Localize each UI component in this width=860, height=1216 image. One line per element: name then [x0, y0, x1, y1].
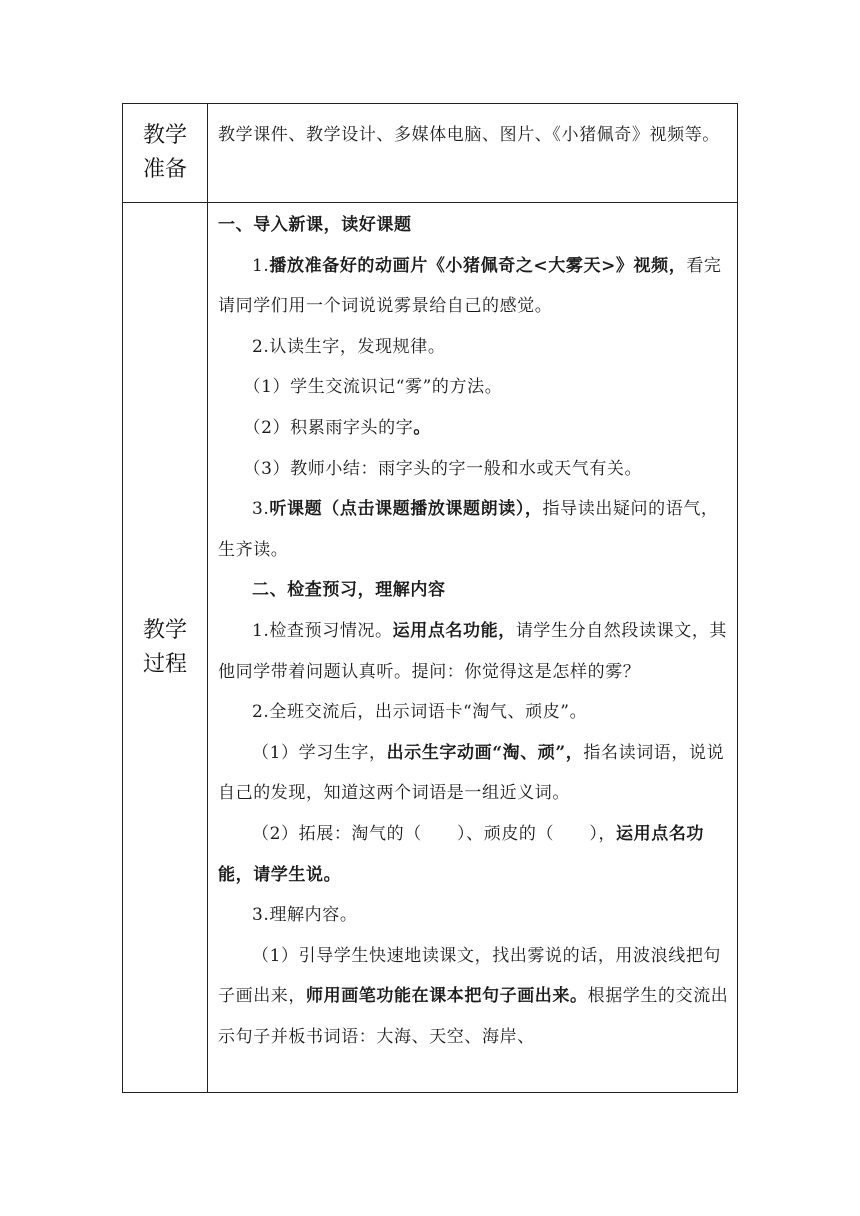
text-run: 看完请同学们用一个词说说雾景给自己的感觉。: [218, 255, 722, 317]
section-heading-2: 二、检查预习，理解内容: [252, 580, 446, 601]
text-run: 1.检查预习情况。: [252, 620, 393, 641]
teaching-preparation-row: [123, 104, 738, 203]
text-run: 根据学生的交流出示句子并板书词语：大海、天空、海岸、: [218, 986, 729, 1047]
text-run: 指导读出疑问的语气，生齐读。: [218, 499, 719, 560]
bold-text-run: 播放准备好的动画片《小猪佩奇之<大雾天>》视频，: [269, 255, 687, 276]
label-line: 教学: [142, 617, 187, 643]
bold-text-run: 。: [413, 417, 431, 438]
paragraph: 3.理解内容。: [252, 905, 358, 926]
text-run: 请学生分自然段读课文，其他同学带着问题认真听。提问：你觉得这是怎样的雾？: [218, 620, 728, 682]
text-run: 指名读词语，说说自己的发现，知道这两个词语是一组近义词。: [218, 742, 725, 804]
label-line: 过程: [142, 651, 187, 677]
paragraph: （3）教师小结：雨字头的字一般和水或天气有关。: [243, 458, 643, 479]
teaching-process-label: [123, 203, 208, 1093]
text-run: 1.: [252, 255, 270, 276]
paragraph: [218, 489, 729, 570]
paragraph: （1）学生交流识记“雾”的方法。: [243, 377, 503, 398]
teaching-process-content: [208, 203, 738, 1093]
paragraph: [218, 733, 729, 814]
preparation-text: 教学课件、教学设计、多媒体电脑、图片、《小猪佩奇》视频等。: [218, 125, 720, 145]
section-heading-1: 一、导入新课，读好课题: [218, 215, 412, 235]
text-run: 3.: [252, 499, 270, 520]
paragraph: 2.认读生字，发现规律。: [252, 336, 446, 357]
text-run: （2）拓展：淘气的（ ）、顽皮的（ ），: [252, 823, 617, 844]
bold-text-run: 运用点名功能，: [392, 620, 516, 641]
paragraph: [218, 814, 729, 895]
paragraph: [218, 408, 729, 449]
bold-text-run: 出示生字动画“淘、顽”，: [386, 742, 584, 763]
text-run: （1）引导学生快速地读课文，找出雾说的话，用波浪线把句子画出来，: [218, 945, 722, 1007]
teaching-preparation-content: [208, 104, 738, 203]
bold-text-run: 听课题（点击课题播放课题朗读），: [269, 499, 543, 520]
text-run: （2）积累雨字头的字: [243, 417, 414, 438]
teaching-process-row: [123, 203, 738, 1093]
bold-text-run: 师用画笔功能在课本把句子画出来。: [306, 986, 588, 1007]
paragraph: 2.全班交流后，出示词语卡“淘气、顽皮”。: [252, 702, 588, 723]
paragraph: [218, 936, 729, 1058]
teaching-preparation-label: [123, 104, 208, 203]
label-line: 教学: [142, 123, 187, 148]
label-line: 准备: [142, 157, 187, 182]
lesson-plan-table: [122, 103, 738, 1093]
paragraph: [218, 611, 729, 692]
bold-text-run: 运用点名功能，请学生说。: [218, 823, 705, 885]
paragraph: [218, 246, 729, 327]
text-run: （1）学习生字，: [252, 742, 387, 763]
